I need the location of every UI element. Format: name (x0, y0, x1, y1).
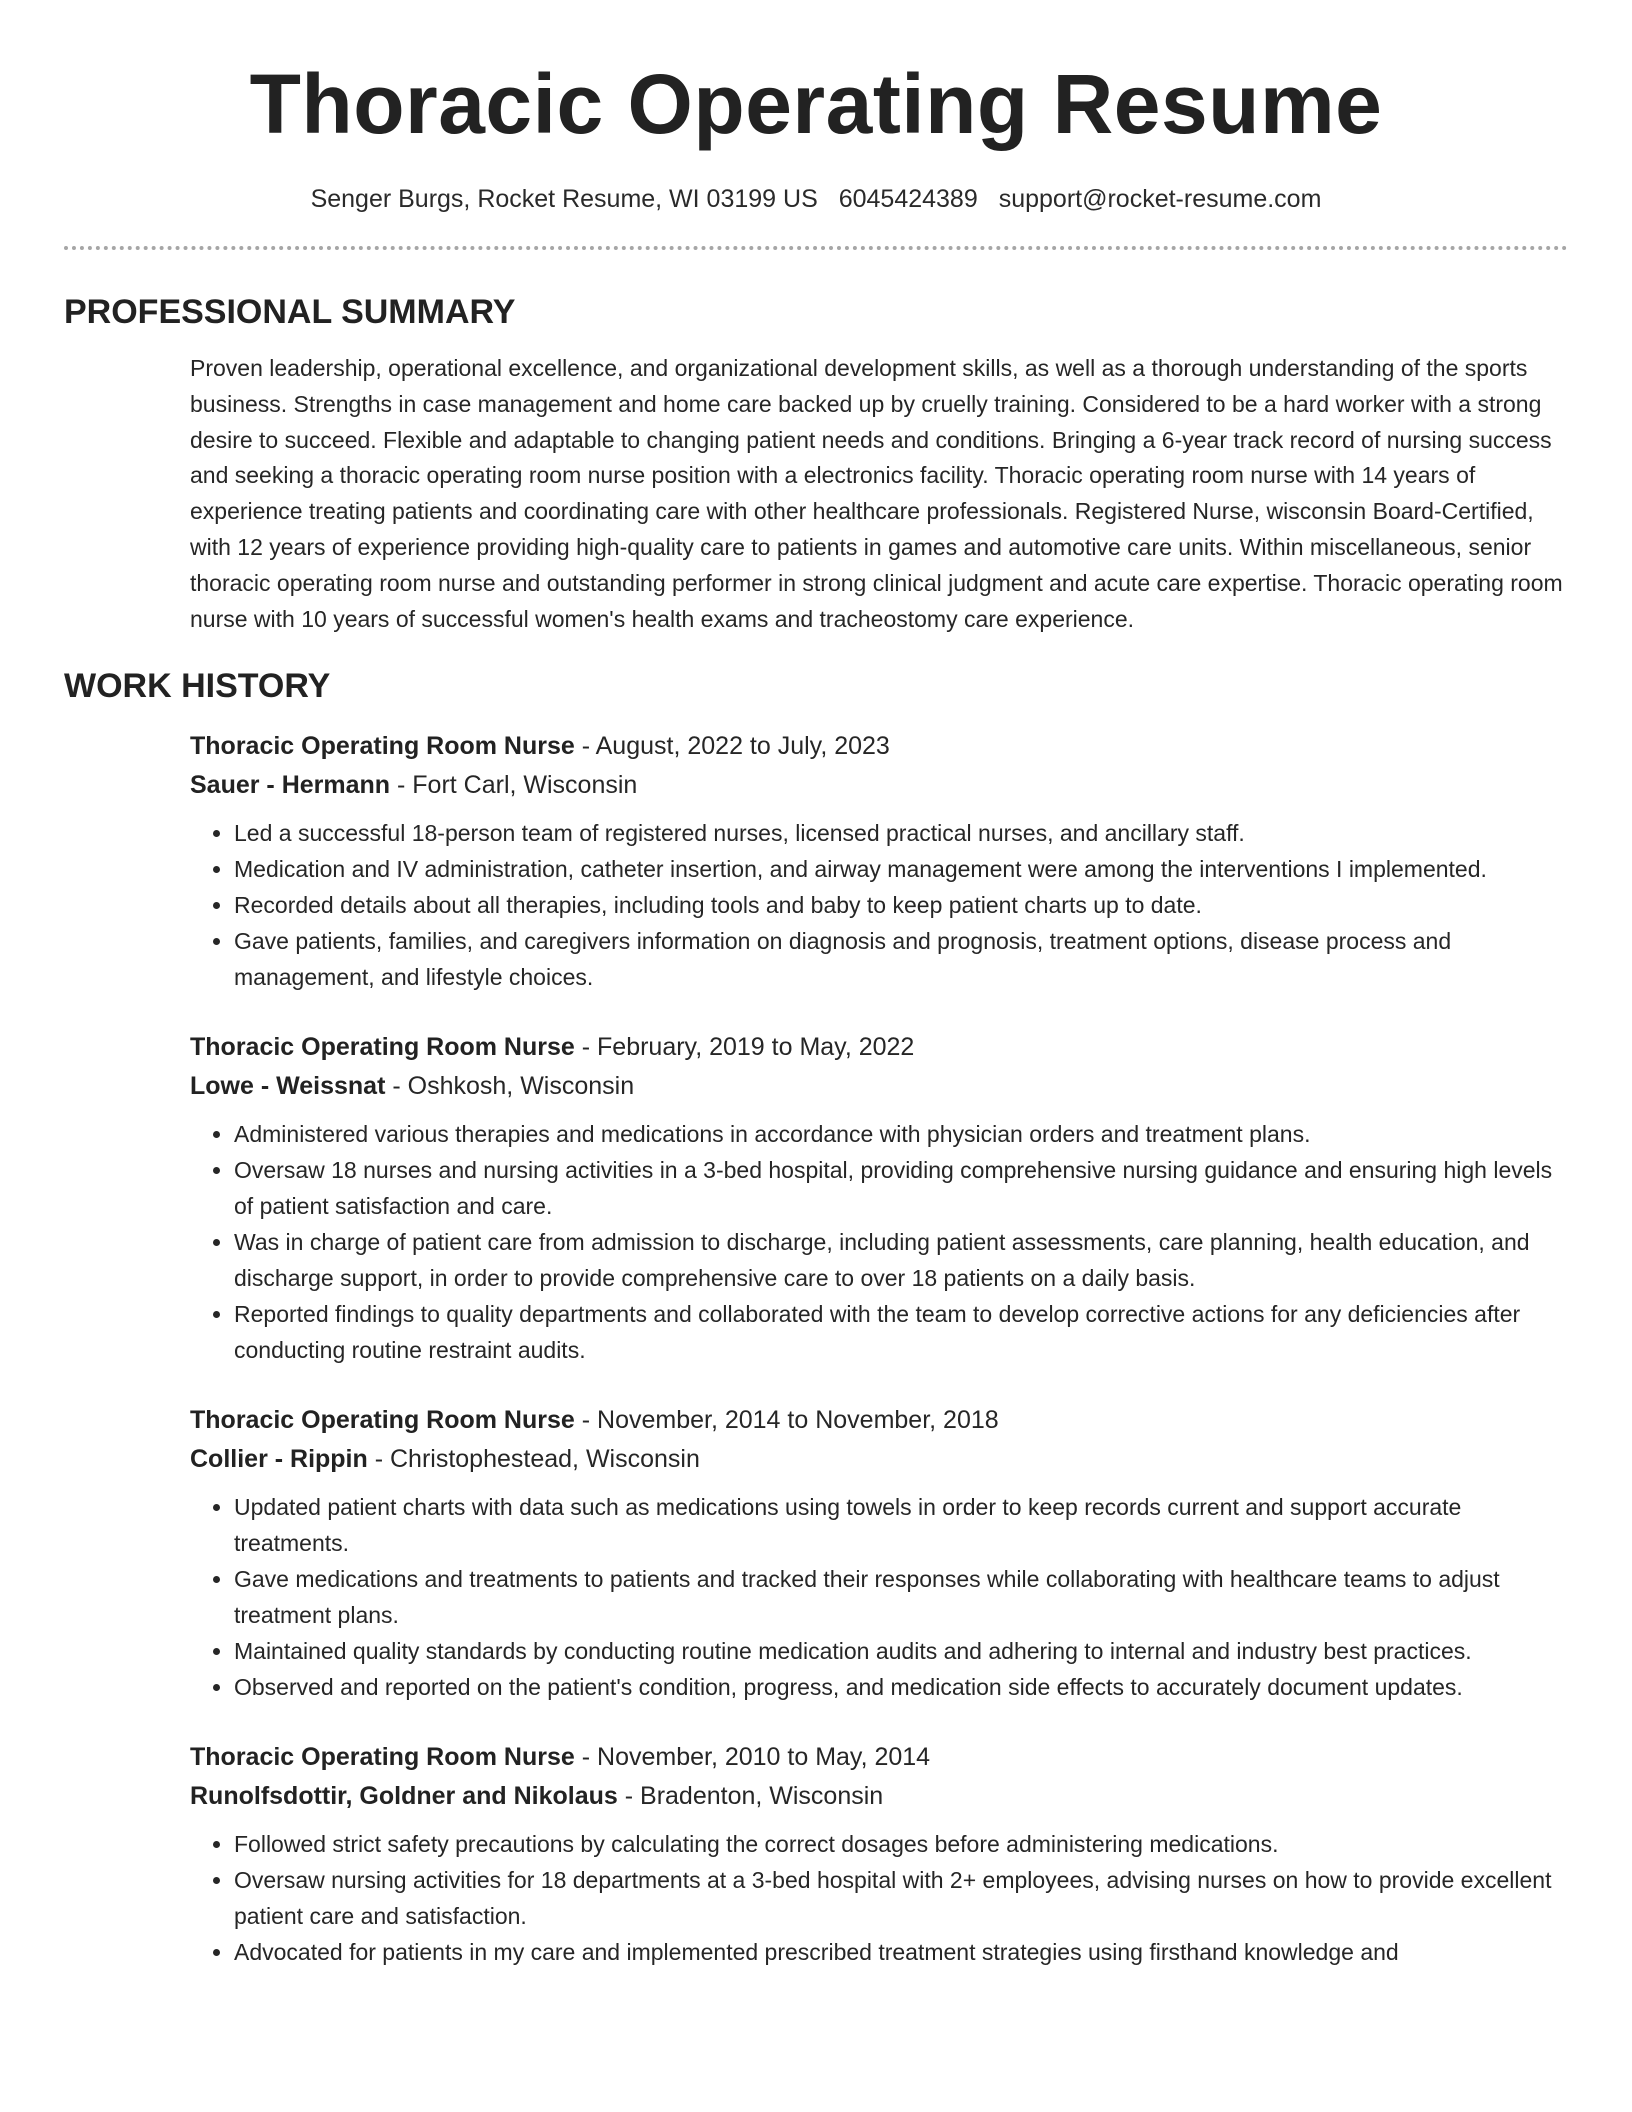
contact-line (64, 182, 1568, 216)
job-bullet: • Gave medications and treatments to patients and tracked their responses while collaborating with healthcare teams to adjust treatment plans. (234, 1561, 1568, 1633)
job-title: Thoracic Operating Room Nurse (190, 1743, 575, 1772)
job-location: - Fort Carl, Wisconsin (390, 771, 638, 800)
job-bullet-list (190, 1116, 1568, 1368)
job-company-line (190, 1440, 1568, 1479)
job-location: - Christophestead, Wisconsin (367, 1445, 700, 1474)
summary-heading: PROFESSIONAL SUMMARY (64, 293, 516, 331)
job-company-line (190, 1777, 1568, 1816)
job-company-line (190, 766, 1568, 805)
job-entry (190, 1401, 1568, 1705)
job-bullet: • Updated patient charts with data such as medications using towels in order to keep records current and support accurate treatments. (234, 1489, 1568, 1561)
job-bullet: • Recorded details about all therapies, including tools and baby to keep patient charts up to date. (234, 887, 1568, 923)
job-company-line (190, 1067, 1568, 1106)
job-bullet-list (190, 1826, 1568, 1970)
job-bullet: • Observed and reported on the patient's condition, progress, and medication side effects to accurately document updates. (234, 1669, 1568, 1705)
job-dates: - November, 2014 to November, 2018 (574, 1406, 999, 1435)
job-title: Thoracic Operating Room Nurse (190, 1406, 575, 1435)
job-entry (190, 1028, 1568, 1368)
job-entry (190, 1738, 1568, 1970)
job-bullet: • Oversaw 18 nurses and nursing activities in a 3-bed hospital, providing comprehensive nursing guidance and ensuring high levels of patient satisfaction and care. (234, 1152, 1568, 1224)
job-bullet: • Maintained quality standards by conducting routine medication audits and adhering to internal and industry best practices. (234, 1633, 1568, 1669)
job-title: Thoracic Operating Room Nurse (190, 1033, 575, 1062)
job-company: Sauer - Hermann (190, 771, 391, 800)
job-title-line (190, 1028, 1568, 1067)
job-title-line (190, 727, 1568, 766)
job-bullet: • Led a successful 18-person team of registered nurses, licensed practical nurses, and ancillary staff. (234, 815, 1568, 851)
job-company: Runolfsdottir, Goldner and Nikolaus (190, 1782, 618, 1811)
job-bullet: • Gave patients, families, and caregivers information on diagnosis and prognosis, treatment options, disease process and management, and lifestyle choices. (234, 923, 1568, 995)
job-dates: - November, 2010 to May, 2014 (574, 1743, 931, 1772)
job-company: Lowe - Weissnat (190, 1072, 386, 1101)
summary-text: Proven leadership, operational excellence, and organizational development skills, as well as a thorough understanding of the sports business. Strengths in case management and home care backed up by cruelly training. Considered to be a hard worker with a strong desire to succeed. Flexible and adaptable to changing patient needs and conditions. Bringing a 6-year track record of nursing success and seeking a thoracic operating room nurse position with a electronics facility. Thoracic operating room nurse with 14 years of experience treating patients and coordinating care with other healthcare professionals. Registered Nurse, wisconsin Board-Certified, with 12 years of experience providing high-quality care to patients in games and automotive care units. Within miscellaneous, senior thoracic operating room nurse and outstanding performer in strong clinical judgment and acute care expertise. Thoracic operating room nurse with 10 years of successful women's health exams and tracheostomy care experience. (190, 355, 1563, 632)
job-location: - Oshkosh, Wisconsin (385, 1072, 635, 1101)
job-bullet: • Oversaw nursing activities for 18 departments at a 3-bed hospital with 2+ employees, advising nurses on how to provide excellent patient care and satisfaction. (234, 1862, 1568, 1934)
job-title: Thoracic Operating Room Nurse (190, 732, 575, 761)
contact-email[interactable]: support@rocket-resume.com (998, 185, 1322, 213)
job-bullet-list (190, 815, 1568, 995)
job-bullet-list (190, 1489, 1568, 1705)
job-bullet: • Reported findings to quality departments and collaborated with the team to develop corrective actions for any deficiencies after conducting routine restraint audits. (234, 1296, 1568, 1368)
job-bullet: • Advocated for patients in my care and implemented prescribed treatment strategies using firsthand knowledge and (234, 1934, 1568, 1970)
work-history-heading: WORK HISTORY (64, 667, 331, 706)
job-bullet: • Medication and IV administration, catheter insertion, and airway management were among the interventions I implemented. (234, 851, 1568, 887)
job-dates: - February, 2019 to May, 2022 (574, 1033, 915, 1062)
job-bullet: • Administered various therapies and medications in accordance with physician orders and treatment plans. (234, 1116, 1568, 1152)
resume-title: Thoracic Operating Resume (249, 57, 1383, 151)
job-company: Collier - Rippin (190, 1445, 368, 1474)
job-location: - Bradenton, Wisconsin (617, 1782, 884, 1811)
header-divider (64, 246, 1568, 250)
job-title-line (190, 1401, 1568, 1440)
job-title-line (190, 1738, 1568, 1777)
job-bullet: • Followed strict safety precautions by calculating the correct dosages before administering medications. (234, 1826, 1568, 1862)
job-dates: - August, 2022 to July, 2023 (574, 732, 890, 761)
contact-phone: 6045424389 (838, 185, 978, 213)
job-bullet: • Was in charge of patient care from admission to discharge, including patient assessments, care planning, health education, and discharge support, in order to provide comprehensive care to over 18 patients on a daily basis. (234, 1224, 1568, 1296)
job-entry (190, 727, 1568, 995)
contact-address: Senger Burgs, Rocket Resume, WI 03199 US (310, 185, 818, 213)
resume-page (64, 0, 1568, 1970)
